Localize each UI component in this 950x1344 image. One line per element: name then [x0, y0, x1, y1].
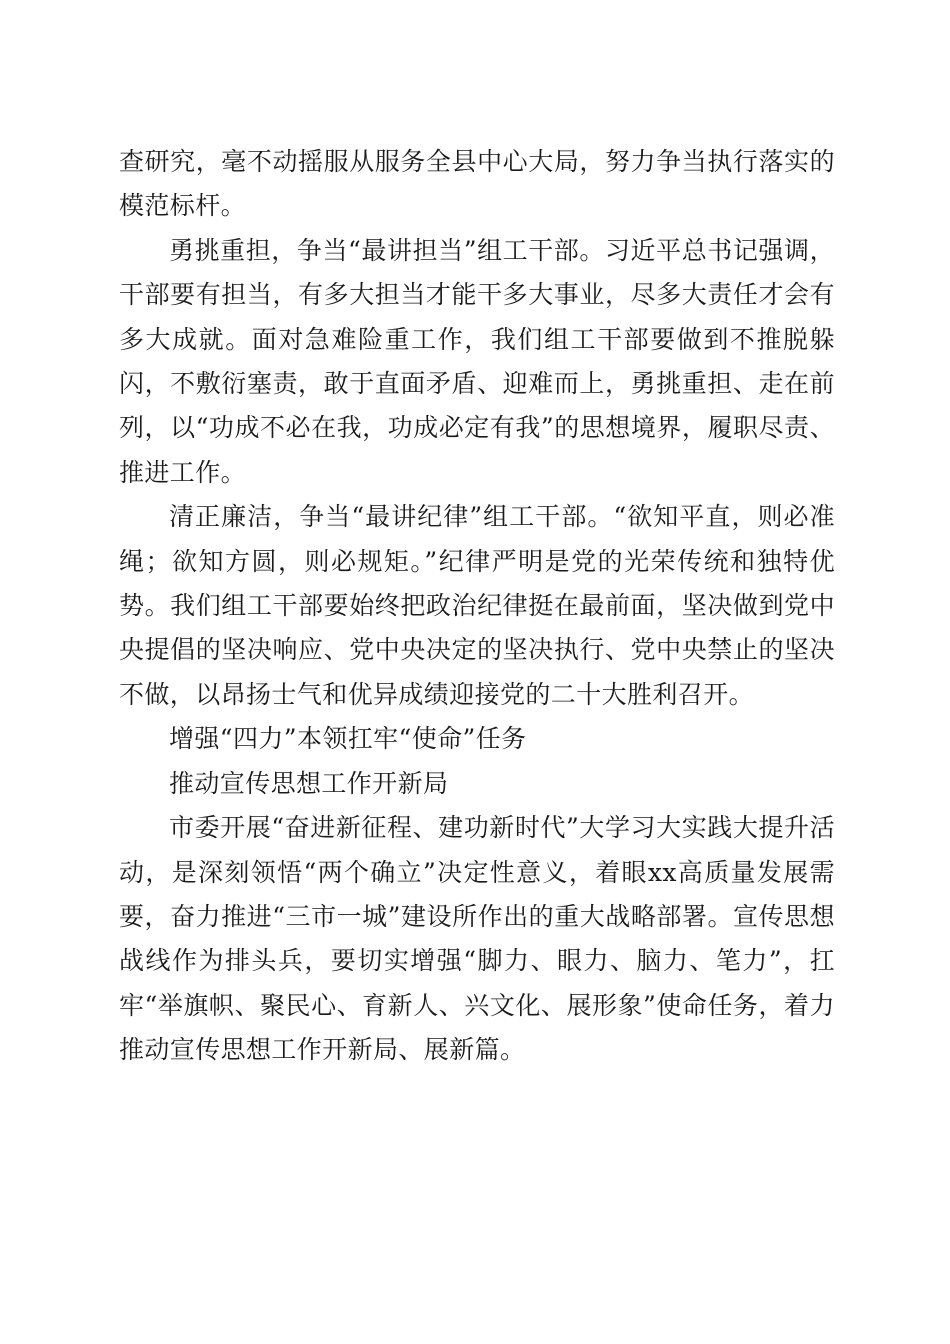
paragraph-discipline: 清正廉洁，争当“最讲纪律”组工干部。“欲知平直，则必准绳；欲知方圆，则必规矩。”纪律严明是党的光荣传统和独特优势。我们组工干部要始终把政治纪律挺在最前面，坚决做到党中央提倡的坚决响应、党中央决定的坚决执行、党中央禁止的坚决不做，以昂扬士气和优异成绩迎接党的二十大胜利召开。 — [119, 502, 835, 709]
section-heading-line-1: 增强“四力”本领扛牢“使命”任务 — [169, 724, 527, 754]
section-heading-line-2: 推动宣传思想工作开新局 — [169, 768, 449, 798]
document-body — [119, 140, 835, 1073]
paragraph-continuation: 查研究，毫不动摇服从服务全县中心大局，努力争当执行落实的模范标杆。 — [119, 147, 835, 221]
paragraph-propaganda: 市委开展“奋进新征程、建功新时代”大学习大实践大提升活动，是深刻领悟“两个确立”决定性意义，着眼xx高质量发展需要，奋力推进“三市一城”建设所作出的重大战略部署。宣传思想战线作为排头兵，要切实增强“脚力、眼力、脑力、笔力”，扛牢“举旗帜、聚民心、育新人、兴文化、展形象”使命任务，着力推动宣传思想工作开新局、展新篇。 — [119, 813, 835, 1065]
paragraph-responsibility: 勇挑重担，争当“最讲担当”组工干部。习近平总书记强调，干部要有担当，有多大担当才能干多大事业，尽多大责任才会有多大成就。面对急难险重工作，我们组工干部要做到不推脱躲闪，不敷衍塞责，敢于直面矛盾、迎难而上，勇挑重担、走在前列，以“功成不必在我，功成必定有我”的思想境界，履职尽责、推进工作。 — [119, 235, 835, 487]
